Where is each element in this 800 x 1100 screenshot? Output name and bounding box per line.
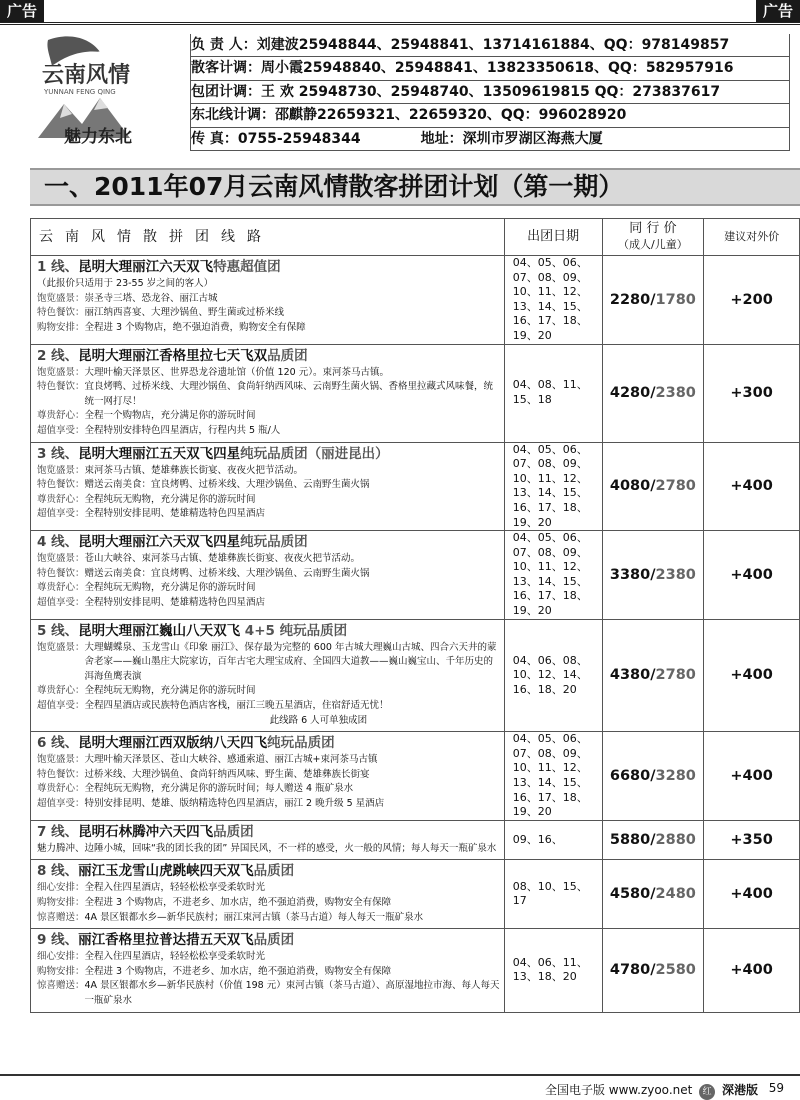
table-row (30, 256, 800, 345)
advice-price: +400 (703, 929, 799, 1011)
price-child: 2880 (655, 832, 696, 849)
price-separator: / (650, 566, 656, 583)
route-suffix: 纯玩品质团 (267, 735, 335, 752)
price-cell (602, 443, 704, 531)
price-adult: 4080 (609, 478, 651, 495)
detail-label: 细心安排： (37, 951, 85, 963)
detail-text: 全程特别安排昆明、楚雄精选特色四星酒店 (84, 596, 266, 608)
detail-label: 尊贵舒心： (37, 783, 85, 795)
route-detail (37, 409, 500, 424)
departure-dates (504, 732, 602, 820)
route-number: 2 线、 (37, 347, 79, 364)
dates-text: 08、10、15、17 (512, 879, 588, 908)
price-cell (602, 620, 704, 732)
price-child: 2780 (655, 667, 696, 684)
price-adult: 5880 (609, 832, 651, 849)
detail-label: 惊喜赠送： (37, 911, 85, 923)
detail-text: 赠送云南美食：宜良烤鸭、过桥米线、大理沙锅鱼、云南野生菌火锅 (84, 567, 370, 579)
route-cell (31, 929, 504, 1011)
detail-label: 尊贵舒心： (37, 685, 85, 697)
table-row (30, 860, 800, 929)
detail-label: 尊贵舒心： (37, 582, 85, 594)
dates-text: 04、05、06、07、08、09、10、11、12、13、14、15、16、17、18、19、20 (512, 732, 588, 819)
route-name: 昆明大理丽江五天双飞四星 (78, 445, 241, 462)
route-name: 昆明大理丽江香格里拉七天飞双 (78, 347, 268, 364)
route-title (37, 347, 500, 366)
route-detail (37, 493, 500, 508)
price-adult: 6680 (609, 768, 651, 784)
route-detail (37, 464, 500, 479)
advice-price: +200 (703, 256, 799, 344)
advice-price: +400 (703, 860, 799, 928)
detail-text: 过桥米线、大理沙锅鱼、食尚轩纳西风味、野生菌、楚雄彝族长街宴 (84, 768, 370, 780)
departure-dates (504, 443, 602, 531)
detail-label: 超值享受： (37, 596, 85, 608)
price-adult: 2280 (609, 291, 651, 308)
price-child: 2780 (655, 478, 696, 495)
route-number: 6 线、 (37, 735, 79, 752)
detail-text: 全程进 3 个购物店，绝不强迫消费，购物安全有保障 (84, 321, 306, 333)
route-suffix: 4+5 纯玩品质团 (244, 622, 348, 639)
contact-block (190, 34, 790, 151)
route-suffix: 特惠超值团 (213, 259, 281, 275)
detail-text: 全程纯玩无购物，充分满足你的游玩时间；每人赠送 4 瓶矿泉水 (84, 783, 354, 795)
table-row (30, 821, 800, 861)
route-detail (37, 581, 500, 596)
detail-label: 饱览盛景： (37, 553, 85, 565)
advice-price: +400 (703, 732, 799, 820)
route-detail (37, 552, 500, 567)
detail-text: 全程特别安排昆明、楚雄精选特色四星酒店 (84, 508, 266, 520)
price-child: 3280 (655, 768, 696, 784)
detail-text: 束河茶马古镇、楚雄彝族长街宴、夜夜火把节活动。 (84, 464, 304, 476)
table-body (30, 256, 800, 1013)
detail-text: 全程特别安排特色四星酒店，行程内共 5 瓶/人 (84, 424, 281, 436)
detail-label: 超值享受： (37, 424, 85, 436)
route-cell (31, 860, 504, 928)
detail-text: 4A 景区银都水乡—新华民族村；丽江束河古镇（茶马古道）每人每天一瓶矿泉水 (84, 911, 424, 923)
departure-dates (504, 531, 602, 619)
detail-label: 特色餐饮： (37, 567, 85, 579)
contact-group: 包团计调：王 欢 25948730、25948740、13509619815 QQ：273837617 (190, 81, 790, 104)
detail-text: 全程进 3 个购物店，不进老乡、加水店，绝不强迫消费，购物安全有保障 (84, 896, 392, 908)
table-row (30, 345, 800, 443)
price-cell (602, 256, 704, 344)
dates-text: 04、06、08、10、12、14、16、18、20 (512, 653, 588, 696)
detail-text: （此报价只适用于 23-55 岁之间的客人） (37, 278, 214, 289)
table-header (30, 218, 800, 256)
advice-price: +400 (703, 443, 799, 531)
route-detail (37, 641, 500, 685)
detail-text: 全程入住四星酒店，轻轻松松享受柔软时光 (84, 951, 266, 963)
detail-label: 购物安排： (37, 965, 85, 977)
route-detail (37, 306, 500, 321)
detail-text: 大理叶榆天泽景区、世界恐龙谷遗址馆（价值 120 元）。束河茶马古镇。 (84, 366, 389, 378)
route-suffix: 纯玩品质团 (240, 534, 308, 551)
route-name: 昆明石林腾冲六天四飞 (78, 823, 214, 840)
advice-price: +350 (703, 821, 799, 860)
detail-text: 大理叶榆天泽景区、苍山大峡谷、感通索道、丽江古城+束河茶马古镇 (84, 754, 378, 766)
price-child: 2480 (655, 886, 696, 903)
route-cell (31, 620, 504, 732)
price-child: 2580 (655, 962, 696, 979)
route-title (37, 862, 500, 881)
route-number: 9 线、 (37, 932, 79, 949)
departure-dates (504, 821, 602, 860)
detail-label: 购物安排： (37, 321, 85, 333)
address: 地址：深圳市罗湖区海燕大厦 (420, 130, 603, 147)
fax-number: 传 真：0755-25948344 (191, 130, 361, 147)
route-suffix: 纯玩品质团（丽进昆出） (240, 445, 389, 462)
dates-text: 04、05、06、07、08、09、10、11、12、13、14、15、16、17、18、19、20 (512, 442, 588, 529)
route-detail (37, 684, 500, 699)
price-adult: 4580 (609, 886, 651, 903)
route-detail (37, 965, 500, 980)
route-detail (37, 979, 500, 1008)
route-number: 3 线、 (37, 445, 79, 462)
price-separator: / (650, 667, 656, 684)
route-note: 此线路 6 人可单独成团 (269, 714, 368, 726)
detail-label: 超值享受： (37, 798, 85, 809)
detail-label: 饱览盛景： (37, 641, 85, 653)
route-detail (37, 366, 500, 381)
price-cell (602, 860, 704, 928)
route-cell (31, 821, 504, 860)
departure-dates (504, 860, 602, 928)
route-detail (37, 567, 500, 582)
route-detail (37, 753, 500, 768)
detail-label: 尊贵舒心： (37, 493, 85, 505)
detail-text: 宜良烤鸭、过桥米线、大理沙锅鱼、食尚轩纳西风味、云南野生菌火锅、香格里拉藏式风味餐，统统一网打尽！ (84, 381, 494, 407)
page-title: 一、2011年07月云南风情散客拼团计划（第一期） (30, 168, 800, 206)
price-cell (602, 345, 704, 442)
route-detail (37, 797, 500, 812)
contact-manager: 负 责 人：刘建波25948844、25948841、13714161884、QQ：978149857 (190, 34, 790, 57)
route-name: 昆明大理丽江六天双飞四星 (78, 534, 241, 551)
dates-text: 04、05、06、07、08、09、10、11、12、13、14、15、16、17、18、19、20 (512, 531, 588, 618)
price-cell (602, 821, 704, 860)
price-adult: 3380 (609, 566, 651, 583)
price-separator: / (650, 962, 656, 979)
departure-dates (504, 620, 602, 732)
detail-label: 饱览盛景： (37, 464, 85, 476)
detail-label: 尊贵舒心： (37, 410, 85, 422)
price-cell (602, 531, 704, 619)
route-detail (37, 596, 500, 611)
route-cell (31, 531, 504, 619)
route-title (37, 533, 500, 552)
route-detail (37, 277, 500, 292)
detail-label: 饱览盛景： (37, 754, 85, 766)
route-suffix: 品质团 (267, 347, 308, 364)
detail-label: 惊喜赠送： (37, 980, 85, 992)
route-name: 昆明大理丽江六天双飞 (78, 259, 214, 275)
logo-top-text: 云南风情 (42, 62, 131, 88)
detail-label: 特色餐饮： (37, 381, 85, 393)
price-separator: / (650, 832, 656, 849)
detail-text: 全程四星酒店或民族特色酒店客栈，丽江三晚五星酒店，住宿舒适无忧！ (84, 700, 389, 712)
detail-text: 4A 景区银都水乡—新华民族村（价值 198 元）束河古镇（茶马古道）、高原湿地拉市海、每人每天一瓶矿泉水 (84, 980, 500, 1006)
price-cell (602, 929, 704, 1011)
header-price-label: 同 行 价 (629, 221, 677, 236)
route-number: 7 线、 (37, 823, 79, 840)
detail-label: 特色餐饮： (37, 307, 85, 319)
dates-text: 04、05、06、07、08、09、10、11、12、13、14、15、16、17、18、19、20 (512, 256, 588, 342)
table-row (30, 620, 800, 733)
route-name: 丽江香格里拉普达措五天双飞 (78, 932, 254, 949)
detail-text: 魅力腾冲、边陲小城，回味“我的团长我的团” 异国民风，不一样的感受，火一般的风情；每人每天一瓶矿泉水 (37, 842, 497, 854)
detail-text: 丽江纳西喜宴、大理沙锅鱼、野生菌或过桥米线 (84, 307, 285, 319)
route-number: 4 线、 (37, 534, 79, 551)
route-detail (37, 842, 500, 857)
header-dates: 出团日期 (504, 219, 602, 255)
detail-text: 全程进 3 个购物店，不进老乡、加水店，绝不强迫消费，购物安全有保障 (84, 965, 392, 977)
price-adult: 4280 (609, 385, 651, 402)
advice-price: +300 (703, 345, 799, 442)
header-advice: 建议对外价 (703, 219, 799, 255)
route-suffix: 品质团 (253, 863, 295, 880)
detail-text: 苍山大峡谷、束河茶马古镇、楚雄彝族长街宴、夜夜火把节活动。 (84, 553, 361, 565)
route-detail (37, 911, 500, 926)
contact-fax-row (190, 128, 790, 151)
ad-tag-right: 广告 (756, 0, 800, 22)
route-name: 昆明大理丽江巍山八天双飞 (78, 622, 245, 639)
price-child: 1780 (655, 291, 696, 308)
route-detail (37, 380, 500, 409)
detail-label: 细心安排： (37, 882, 85, 894)
page-footer (0, 1074, 800, 1100)
route-detail (37, 321, 500, 336)
table-row (30, 443, 800, 532)
company-logo (30, 32, 170, 150)
route-detail (37, 292, 500, 307)
header-price-sub: （成人/儿童） (618, 238, 688, 251)
table-row (30, 732, 800, 821)
footer-info (545, 1081, 758, 1100)
price-separator: / (650, 768, 656, 784)
price-child: 2380 (655, 566, 696, 583)
route-cell (31, 256, 504, 344)
price-separator: / (650, 385, 656, 402)
detail-text: 全程纯玩无购物，充分满足你的游玩时间 (84, 493, 256, 505)
detail-label: 特色餐饮： (37, 768, 85, 780)
route-name: 丽江玉龙雪山虎跳峡四天双飞 (78, 863, 254, 880)
advice-price: +400 (703, 620, 799, 732)
route-detail (37, 896, 500, 911)
route-number: 5 线、 (37, 622, 79, 639)
route-detail (37, 950, 500, 965)
route-number: 1 线、 (37, 259, 79, 275)
route-title (37, 445, 500, 464)
logo-pinyin: YUNNAN FENG QING (44, 88, 116, 96)
header-price (602, 219, 704, 255)
route-detail (37, 782, 500, 797)
detail-label: 饱览盛景： (37, 292, 85, 304)
footer-badge-icon: 红 (699, 1084, 715, 1100)
detail-label: 饱览盛景： (37, 366, 85, 378)
route-number: 8 线、 (37, 863, 79, 880)
route-cell (31, 443, 504, 531)
route-title (37, 258, 500, 277)
contact-northeast: 东北线计调：邵麒静22659321、22659320、QQ：996028920 (190, 104, 790, 127)
advice-price: +400 (703, 531, 799, 619)
dates-text: 04、08、11、15、18 (512, 378, 588, 407)
departure-dates (504, 929, 602, 1011)
detail-text: 赠送云南美食：宜良烤鸭、过桥米线、大理沙锅鱼、云南野生菌火锅 (84, 479, 370, 491)
page-number: 59 (768, 1081, 784, 1095)
contact-individual: 散客计调：周小霞25948840、25948841、13823350618、QQ：582957916 (190, 57, 790, 80)
price-cell (602, 732, 704, 820)
top-divider (0, 22, 800, 25)
price-separator: / (650, 478, 656, 495)
footer-site: 全国电子版 www.zyoo.net (544, 1083, 693, 1097)
price-child: 2380 (655, 385, 696, 402)
price-adult: 4780 (609, 962, 651, 979)
route-detail (37, 699, 500, 714)
price-separator: / (650, 291, 656, 308)
detail-text: 全程纯玩无购物，充分满足你的游玩时间 (84, 582, 256, 594)
price-adult: 4380 (609, 667, 651, 684)
departure-dates (504, 345, 602, 442)
route-title (37, 931, 500, 950)
detail-text: 特别安排昆明、楚雄、版纳精选特色四星酒店，丽江 2 晚升级 5 星酒店 (84, 798, 385, 809)
footer-edition: 深港版 (721, 1083, 758, 1097)
route-detail (37, 507, 500, 522)
detail-label: 特色餐饮： (37, 479, 85, 491)
price-separator: / (650, 886, 656, 903)
route-name: 昆明大理丽江西双版纳八天四飞 (78, 735, 268, 752)
route-detail (37, 478, 500, 493)
table-row (30, 531, 800, 620)
route-suffix: 品质团 (213, 823, 254, 840)
route-title (37, 734, 500, 753)
route-cell (31, 732, 504, 820)
detail-label: 超值享受： (37, 508, 85, 520)
dates-text: 09、16、 (512, 832, 563, 846)
dates-text: 04、06、11、13、18、20 (512, 955, 588, 984)
detail-text: 大理蝴蝶泉、玉龙雪山《印象 丽江》、保存最为完整的 600 年古城大理巍山古城、四合六天井的蒙舍老家——巍山墨庄大院家访，百年古宅大理宝成府、全国四大道教——巍山巍宝山、千年历史的洱海鱼鹰表演 (84, 641, 497, 682)
detail-text: 全程入住四星酒店，轻轻松松享受柔软时光 (84, 882, 266, 894)
header-route: 云南风情散拼团线路 (39, 229, 273, 245)
route-title (37, 823, 500, 842)
route-detail (37, 768, 500, 783)
route-title (37, 622, 500, 641)
detail-text: 全程一个购物店，充分满足你的游玩时间 (84, 410, 256, 422)
route-table (30, 218, 800, 1013)
route-cell (31, 345, 504, 442)
detail-text: 崇圣寺三塔、恐龙谷、丽江古城 (84, 292, 218, 304)
logo-bottom-text: 魅力东北 (64, 127, 132, 147)
route-detail (37, 424, 500, 439)
detail-text: 全程纯玩无购物，充分满足你的游玩时间 (84, 685, 256, 697)
route-detail (37, 881, 500, 896)
detail-label: 超值享受： (37, 700, 85, 712)
detail-label: 购物安排： (37, 896, 85, 908)
ad-tag-left: 广告 (0, 0, 44, 22)
departure-dates (504, 256, 602, 344)
route-suffix: 品质团 (253, 932, 295, 949)
table-row (30, 929, 800, 1012)
